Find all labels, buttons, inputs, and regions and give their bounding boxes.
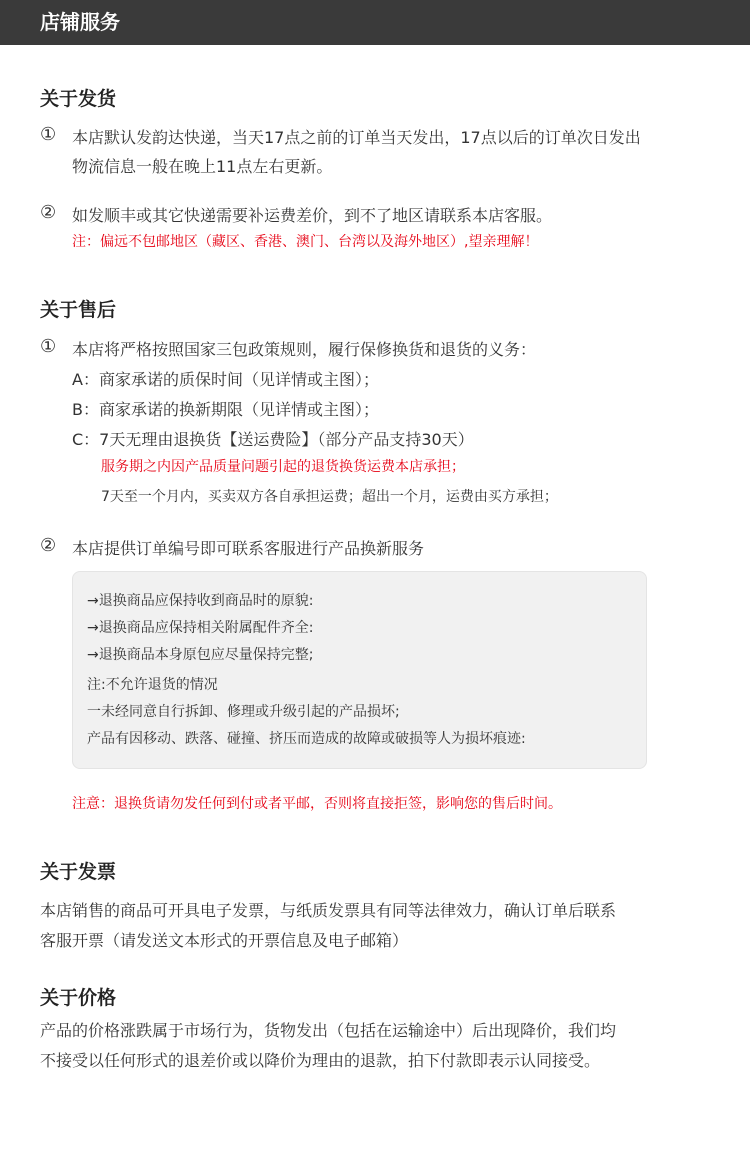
aftersale-item1-line1: 本店将严格按照国家三包政策规则，履行保修换货和退货的义务： bbox=[72, 340, 537, 359]
page-title: 店铺服务 bbox=[40, 10, 120, 34]
return-conditions-box bbox=[72, 571, 647, 769]
shipping-item1-marker: ① bbox=[40, 124, 57, 145]
aftersale-item2-marker: ② bbox=[40, 535, 57, 556]
no-return-line: 产品有因移动、跌落、碰撞、挤压而造成的故障或破损等人为损坏痕迹: bbox=[87, 731, 526, 747]
shipping-remote-area-note: 注：偏远不包邮地区（藏区、香港、澳门、台湾以及海外地区）,望亲理解！ bbox=[72, 234, 539, 250]
invoice-line1: 本店销售的商品可开具电子发票，与纸质发票具有同等法律效力，确认订单后联系 bbox=[40, 901, 617, 920]
aftersale-item1-b: B：商家承诺的换新期限（见详情或主图）； bbox=[72, 400, 379, 419]
price-line1: 产品的价格涨跌属于市场行为，货物发出（包括在运输途中）后出现降价，我们均 bbox=[40, 1021, 617, 1040]
aftersale-heading: 关于售后 bbox=[40, 299, 117, 321]
aftersale-freight-red-note: 服务期之内因产品质量问题引起的退货换货运费本店承担； bbox=[101, 459, 465, 475]
no-return-line: 一未经同意自行拆卸、修理或升级引起的产品损坏; bbox=[87, 704, 400, 720]
invoice-line2: 客服开票（请发送文本形式的开票信息及电子邮箱） bbox=[40, 931, 409, 950]
aftersale-item1-a: A：商家承诺的质保时间（见详情或主图）； bbox=[72, 370, 379, 389]
return-condition-line: →退换商品应保持收到商品时的原貌: bbox=[87, 593, 314, 609]
shipping-item1-line2: 物流信息一般在晚上11点左右更新。 bbox=[72, 157, 333, 176]
no-return-heading: 注:不允许退货的情况 bbox=[87, 677, 218, 693]
return-warning-note: 注意：退换货请勿发任何到付或者平邮，否则将直接拒签，影响您的售后时间。 bbox=[72, 796, 562, 812]
shipping-item2-marker: ② bbox=[40, 202, 57, 223]
aftersale-freight-note: 7天至一个月内，买卖双方各自承担运费；超出一个月，运费由买方承担； bbox=[101, 489, 558, 505]
invoice-heading: 关于发票 bbox=[40, 861, 117, 883]
store-service-header bbox=[0, 0, 750, 45]
price-heading: 关于价格 bbox=[40, 987, 117, 1009]
shipping-item1-line1: 本店默认发韵达快递，当天17点之前的订单当天发出，17点以后的订单次日发出 bbox=[72, 128, 641, 147]
shipping-item2-line1: 如发顺丰或其它快递需要补运费差价，到不了地区请联系本店客服。 bbox=[72, 206, 553, 225]
price-line2: 不接受以任何形式的退差价或以降价为理由的退款，拍下付款即表示认同接受。 bbox=[40, 1051, 601, 1070]
shipping-heading: 关于发货 bbox=[40, 88, 117, 110]
return-condition-line: →退换商品本身原包应尽量保持完整; bbox=[87, 647, 314, 663]
return-condition-line: →退换商品应保持相关附属配件齐全: bbox=[87, 620, 314, 636]
aftersale-item2-line1: 本店提供订单编号即可联系客服进行产品换新服务 bbox=[72, 539, 425, 558]
aftersale-item1-c: C：7天无理由退换货【送运费险】（部分产品支持30天） bbox=[72, 430, 474, 449]
aftersale-item1-marker: ① bbox=[40, 336, 57, 357]
